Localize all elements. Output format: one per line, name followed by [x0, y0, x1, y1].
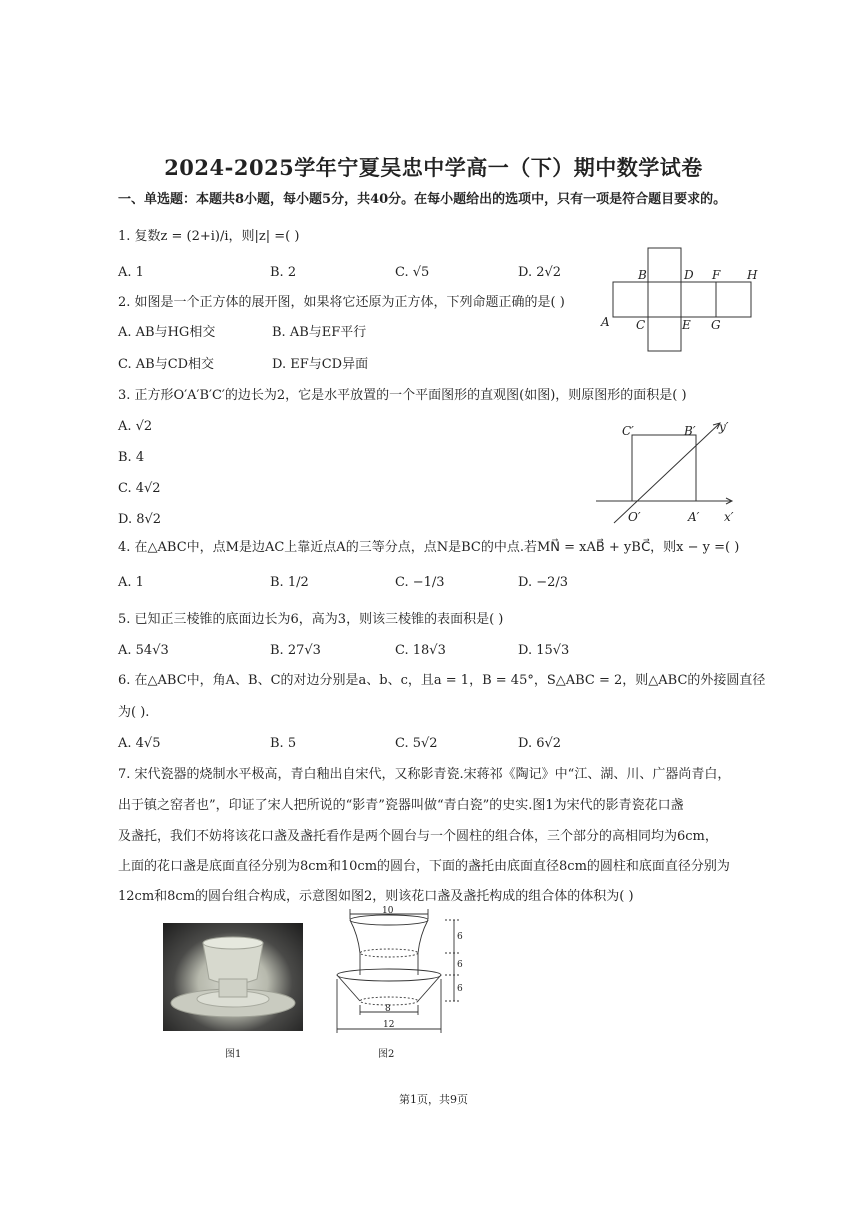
question-7-line5: 12cm和8cm的圆台组合构成，示意图如图2，则该花口盏及盏托构成的组合体的体积为( )	[118, 889, 634, 904]
net-square-2	[648, 282, 681, 317]
cube-net-figure	[598, 240, 768, 360]
net-square-1	[613, 282, 648, 317]
dim-top-diameter: 10	[382, 906, 394, 916]
q1-option-a: A. 1	[118, 265, 144, 280]
q2-option-a: A. AB与HG相交	[118, 325, 216, 340]
intuitive-diagram-figure	[592, 413, 752, 528]
figure-2-caption: 图2	[378, 1049, 395, 1060]
page-footer: 第1页，共9页	[399, 1093, 468, 1106]
question-2-stem: 2. 如图是一个正方体的展开图，如果将它还原为正方体，下列命题正确的是( )	[118, 295, 565, 310]
dim-saucer-diameter: 12	[383, 1020, 395, 1030]
net-square-4	[716, 282, 751, 317]
net-label-h: H	[747, 268, 758, 282]
q6-option-b: B. 5	[270, 736, 297, 751]
label-a-prime: A′	[688, 510, 700, 524]
label-o-prime: O′	[628, 510, 641, 524]
q4-option-c: C. −1/3	[395, 575, 445, 590]
q2-option-b: B. AB与EF平行	[272, 325, 367, 340]
q6-option-d: D. 6√2	[518, 736, 562, 751]
label-b-prime: B′	[684, 424, 696, 438]
label-c-prime: C′	[622, 424, 634, 438]
label-x-prime: x′	[724, 510, 734, 524]
q6-option-c: C. 5√2	[395, 736, 438, 751]
q3-option-a: A. √2	[118, 419, 153, 434]
dim-height-2: 6	[457, 960, 463, 970]
q3-option-c: C. 4√2	[118, 481, 161, 496]
q3-option-d: D. 8√2	[118, 512, 162, 527]
q1-option-b: B. 2	[270, 265, 297, 280]
net-square-3	[681, 282, 716, 317]
dim-height-3: 6	[457, 984, 463, 994]
q4-option-d: D. −2/3	[518, 575, 569, 590]
q5-option-d: D. 15√3	[518, 643, 570, 658]
question-1-stem: 1. 复数z = (2+i)/i，则|z| =( )	[118, 229, 300, 244]
q4-option-b: B. 1/2	[270, 575, 309, 590]
q4-option-a: A. 1	[118, 575, 144, 590]
net-label-d: D	[684, 268, 694, 282]
question-6-stem-line2: 为( ).	[118, 705, 150, 720]
question-7-line2: 出于镇之窑者也”，印证了宋人把所说的“影青”瓷器叫做“青白瓷”的史实.图1为宋代的影青瓷花口盏	[118, 798, 684, 813]
question-6-stem-line1: 6. 在△ABC中，角A、B、C的对边分别是a、b、c，且a = 1，B = 45°，S△ABC = 2，则△ABC的外接圆直径	[118, 673, 766, 688]
section-heading: 一、单选题：本题共8小题，每小题5分，共40分。在每小题给出的选项中，只有一项是符合题目要求的。	[118, 192, 727, 207]
net-square-top	[648, 248, 681, 282]
question-7-line4: 上面的花口盏是底面直径分别为8cm和10cm的圆台，下面的盏托由底面直径8cm的圆柱和底面直径分别为	[118, 859, 730, 874]
label-y-prime: y′	[719, 420, 729, 434]
y-axis	[614, 423, 720, 523]
question-7-line3: 及盏托，我们不妨将该花口盏及盏托看作是两个圆台与一个圆柱的组合体，三个部分的高相同均为6cm，	[118, 829, 718, 844]
dim-height-1: 6	[457, 932, 463, 942]
dim-cylinder-diameter: 8	[385, 1004, 391, 1014]
q1-option-d: D. 2√2	[518, 265, 562, 280]
q6-option-a: A. 4√5	[118, 736, 161, 751]
q2-option-d: D. EF与CD异面	[272, 357, 369, 372]
q5-option-b: B. 27√3	[270, 643, 321, 658]
net-label-a: A	[601, 315, 610, 329]
question-3-stem: 3. 正方形O′A′B′C′的边长为2，它是水平放置的一个平面图形的直观图(如图)，则原图形的面积是( )	[118, 388, 687, 403]
q3-option-b: B. 4	[118, 450, 145, 465]
figure-1-caption: 图1	[225, 1049, 242, 1060]
question-7-line1: 7. 宋代瓷器的烧制水平极高，青白釉出自宋代，又称影青瓷.宋蒋祁《陶记》中“江、湖、川、广器尚青白，	[118, 767, 731, 782]
porcelain-photo	[163, 923, 303, 1031]
q1-option-c: C. √5	[395, 265, 430, 280]
net-label-c: C	[636, 318, 646, 332]
net-label-f: F	[712, 268, 721, 282]
porcelain-cup-illustration	[163, 923, 303, 1031]
q5-option-c: C. 18√3	[395, 643, 446, 658]
net-label-g: G	[711, 318, 721, 332]
q5-option-a: A. 54√3	[118, 643, 169, 658]
q2-option-c: C. AB与CD相交	[118, 357, 215, 372]
question-5-stem: 5. 已知正三棱锥的底面边长为6，高为3，则该三棱锥的表面积是( )	[118, 612, 504, 627]
net-label-e: E	[682, 318, 691, 332]
question-4-stem: 4. 在△ABC中，点M是边AC上靠近点A的三等分点，点N是BC的中点.若MN⃗ = xAB⃗ + yBC⃗，则x − y =( )	[118, 540, 740, 555]
page-title: 2024-2025学年宁夏吴忠中学高一（下）期中数学试卷	[164, 155, 703, 180]
net-label-b: B	[638, 268, 647, 282]
net-square-bottom	[648, 317, 681, 351]
cup-schematic-figure	[330, 905, 470, 1040]
square-oabc	[632, 435, 696, 501]
